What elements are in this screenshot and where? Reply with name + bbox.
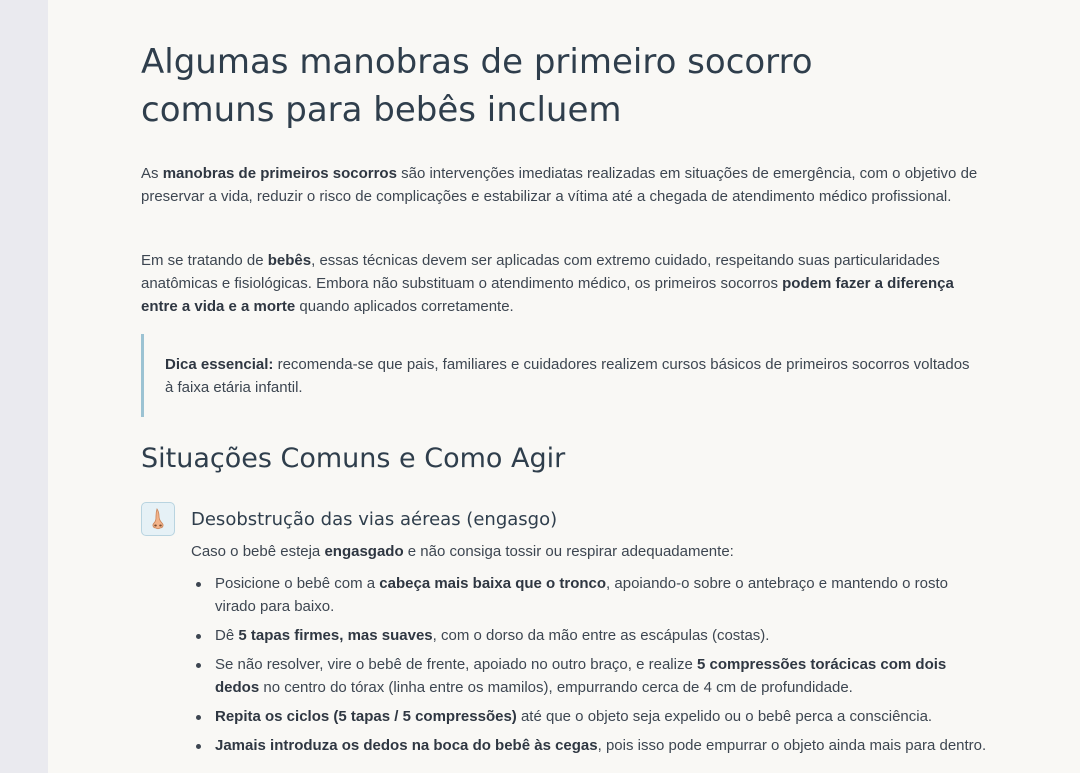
- item-bold: 5 tapas firmes, mas suaves: [238, 627, 433, 644]
- item-bold: 5 compressões torácicas com dois dedos: [215, 656, 947, 696]
- item-text: Posicione o bebê com a: [215, 575, 380, 592]
- paragraph-bold: bebês: [267, 252, 312, 269]
- item-text: até que o objeto seja expelido ou o bebê perca a consciência.: [516, 708, 933, 725]
- steps-list: [191, 572, 991, 763]
- item-text: , pois isso pode empurrar o objeto ainda mais para dentro.: [597, 737, 987, 754]
- intro-paragraph-2: [141, 249, 981, 318]
- section-title: Situações Comuns e Como Agir: [141, 443, 566, 474]
- paragraph-text: , essas técnicas devem ser aplicadas com extremo cuidado, respeitando suas particularidades anatômicas e fisiológicas. Embora não substituam o atendimento médico, os primeiros socorros: [141, 252, 940, 292]
- list-item: [191, 734, 991, 757]
- tip-callout: [141, 334, 976, 417]
- item-bold: Repita os ciclos (5 tapas / 5 compressões): [215, 708, 517, 725]
- intro-paragraph-1: [141, 162, 981, 208]
- list-item: [191, 624, 991, 647]
- subsection-intro: [191, 540, 734, 563]
- item-text: , com o dorso da mão entre as escápulas (costas).: [432, 627, 770, 644]
- page-title: Algumas manobras de primeiro socorro comuns para bebês incluem: [141, 42, 813, 130]
- item-bold: cabeça mais baixa que o tronco: [379, 575, 607, 592]
- nose-icon: [141, 502, 175, 536]
- intro-text: e não consiga tossir ou respirar adequadamente:: [403, 543, 734, 560]
- article-page: [48, 0, 1080, 773]
- item-text: Dê: [215, 627, 239, 644]
- paragraph-text: As: [141, 165, 163, 182]
- item-bold: Jamais introduza os dedos na boca do bebê às cegas: [215, 737, 598, 754]
- list-item: [191, 653, 991, 699]
- paragraph-bold: manobras de primeiros socorros: [162, 165, 397, 182]
- item-text: Se não resolver, vire o bebê de frente, apoiado no outro braço, e realize: [215, 656, 697, 673]
- tip-text: recomenda-se que pais, familiares e cuidadores realizem cursos básicos de primeiros socorros voltados à faixa etária infantil.: [165, 356, 970, 396]
- intro-text: Caso o bebê esteja: [191, 543, 325, 560]
- intro-bold: engasgado: [324, 543, 404, 560]
- item-text: , apoiando-o sobre o antebraço e mantendo o rosto virado para baixo.: [215, 575, 948, 615]
- item-text: no centro do tórax (linha entre os mamilos), empurrando cerca de 4 cm de profundidade.: [259, 679, 853, 696]
- paragraph-bold: podem fazer a diferença entre a vida e a morte: [141, 275, 954, 315]
- list-item: [191, 705, 991, 728]
- paragraph-text: são intervenções imediatas realizadas em situações de emergência, com o objetivo de preservar a vida, reduzir o risco de complicações e estabilizar a vítima até a chegada de atendimento médico profissional.: [141, 165, 978, 205]
- tip-label: Dica essencial:: [165, 356, 274, 373]
- paragraph-text: quando aplicados corretamente.: [295, 298, 514, 315]
- list-item: [191, 572, 991, 618]
- paragraph-text: Em se tratando de: [141, 252, 268, 269]
- subsection-title: Desobstrução das vias aéreas (engasgo): [191, 509, 558, 530]
